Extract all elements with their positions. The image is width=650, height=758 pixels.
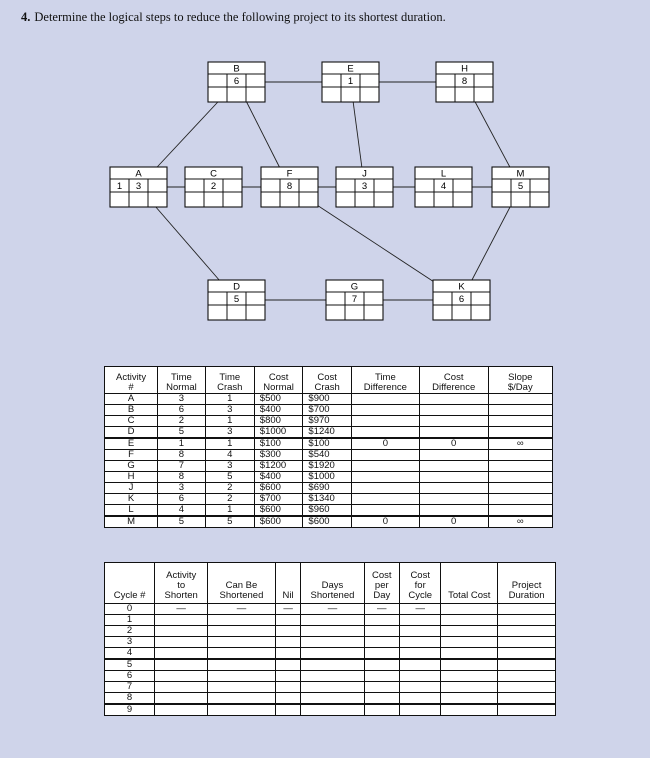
cycle-row	[105, 647, 556, 658]
activity-cell: $100	[303, 438, 352, 449]
activity-cell: 3	[205, 404, 254, 415]
cycle-cell	[208, 659, 276, 670]
node-label: J	[362, 168, 367, 180]
activity-row	[105, 460, 553, 471]
activity-cell	[488, 449, 552, 460]
activity-cell	[419, 394, 488, 405]
activity-cell: H	[105, 471, 158, 482]
cycle-cell: 9	[105, 704, 155, 715]
cycle-cell	[155, 692, 208, 703]
cycle-cell	[498, 704, 556, 715]
activity-cell: $800	[254, 415, 303, 426]
cycle-cell	[400, 659, 441, 670]
node-duration: 4	[440, 181, 447, 192]
activity-cell: C	[105, 415, 158, 426]
activity-cell: 4	[205, 449, 254, 460]
question-number: 4.	[21, 10, 31, 24]
cycle-cell	[301, 614, 364, 625]
cycle-cell	[155, 670, 208, 681]
node-H	[436, 62, 493, 102]
cycle-cell	[155, 625, 208, 636]
activity-cell	[351, 482, 419, 493]
activity-cell	[351, 493, 419, 504]
node-duration: 3	[361, 181, 368, 192]
cycle-cell	[275, 704, 301, 715]
activity-cell: $1920	[303, 460, 352, 471]
activity-row	[105, 394, 553, 405]
cycle-cell	[400, 614, 441, 625]
cycle-cell	[275, 670, 301, 681]
cycle-cell	[441, 647, 498, 658]
cycle-cell	[441, 604, 498, 615]
node-duration: 2	[210, 181, 217, 192]
activity-cell: $600	[254, 482, 303, 493]
activity-cell: 8	[158, 449, 206, 460]
cycle-cell	[498, 692, 556, 703]
activity-cell: 0	[419, 438, 488, 449]
node-label: B	[233, 63, 240, 75]
node-G	[326, 280, 383, 320]
activity-cell	[488, 426, 552, 437]
cycle-cell	[275, 692, 301, 703]
activity-header-6: Cost Difference	[419, 367, 488, 394]
cycle-cell	[498, 614, 556, 625]
cycle-cell	[498, 670, 556, 681]
cycle-cell	[275, 614, 301, 625]
cycle-cell	[441, 692, 498, 703]
cycle-header-8: Project Duration	[498, 563, 556, 604]
cycle-header-0: Cycle #	[105, 563, 155, 604]
cycle-cell	[400, 670, 441, 681]
activity-cell: $1240	[303, 426, 352, 437]
cycle-cell: —	[155, 604, 208, 615]
cycle-cell	[275, 647, 301, 658]
cycle-row	[105, 670, 556, 681]
edge-B-F	[247, 102, 280, 167]
activity-cell: M	[105, 516, 158, 527]
edge-H-M	[475, 102, 510, 167]
cycle-cell: —	[400, 604, 441, 615]
activity-cell: 4	[158, 504, 206, 515]
activity-cell	[351, 460, 419, 471]
activity-cell: $500	[254, 394, 303, 405]
cycle-cell	[155, 614, 208, 625]
node-K	[433, 280, 490, 320]
activity-cell	[419, 426, 488, 437]
activity-header-1: Time Normal	[158, 367, 206, 394]
activity-cell	[351, 504, 419, 515]
activity-cell: $600	[254, 516, 303, 527]
cycle-row	[105, 614, 556, 625]
activity-cell: 2	[205, 482, 254, 493]
cycle-cell	[364, 625, 400, 636]
activity-cell: 1	[205, 415, 254, 426]
activity-row	[105, 493, 553, 504]
cycle-cell	[301, 636, 364, 647]
cycle-cell	[301, 625, 364, 636]
cycle-cell	[364, 670, 400, 681]
cycle-cell	[400, 636, 441, 647]
cycle-cell: 0	[105, 604, 155, 615]
activity-cell	[419, 415, 488, 426]
cycle-header-6: Cost for Cycle	[400, 563, 441, 604]
activity-cell	[419, 471, 488, 482]
cycle-cell	[301, 692, 364, 703]
cycle-cell: —	[301, 604, 364, 615]
node-B	[208, 62, 265, 102]
cycle-cell	[498, 625, 556, 636]
activity-cell: 0	[419, 516, 488, 527]
activity-cell: 6	[158, 404, 206, 415]
cycle-cell: 8	[105, 692, 155, 703]
activity-cell	[351, 415, 419, 426]
node-label: L	[440, 168, 447, 180]
activity-row	[105, 449, 553, 460]
activity-row	[105, 438, 553, 449]
cycle-cell: 1	[105, 614, 155, 625]
node-label: E	[347, 63, 354, 75]
cycle-cell	[275, 625, 301, 636]
cycle-cell	[498, 681, 556, 692]
activity-cell: ∞	[488, 516, 552, 527]
activity-cell	[488, 471, 552, 482]
activity-cell: $900	[303, 394, 352, 405]
cycle-header-7: Total Cost	[441, 563, 498, 604]
cycle-row	[105, 704, 556, 715]
activity-cell	[419, 493, 488, 504]
cycle-cell	[301, 659, 364, 670]
network-diagram	[0, 0, 650, 340]
cycle-cell	[208, 670, 276, 681]
activity-cell: $100	[254, 438, 303, 449]
activity-row	[105, 471, 553, 482]
activity-cell: 0	[351, 438, 419, 449]
activity-cell: B	[105, 404, 158, 415]
cycle-cell	[155, 704, 208, 715]
cycle-cell	[400, 647, 441, 658]
cycle-row	[105, 692, 556, 703]
activity-cell: $540	[303, 449, 352, 460]
activity-cell: 1	[205, 438, 254, 449]
cycle-cell: —	[364, 604, 400, 615]
activity-cell: G	[105, 460, 158, 471]
activity-cell: $400	[254, 471, 303, 482]
activity-header-4: Cost Crash	[303, 367, 352, 394]
cycle-cell: 6	[105, 670, 155, 681]
cycle-cell	[441, 670, 498, 681]
cycle-cell	[155, 681, 208, 692]
node-F	[261, 167, 318, 207]
cycle-cell	[400, 704, 441, 715]
edge-E-J	[353, 102, 362, 167]
cycle-cell	[208, 636, 276, 647]
cycle-cell	[208, 681, 276, 692]
cycle-header-5: Cost per Day	[364, 563, 400, 604]
cycle-cell	[364, 681, 400, 692]
node-A	[110, 167, 167, 207]
activity-row	[105, 426, 553, 437]
activity-cell: 2	[205, 493, 254, 504]
cycle-cell	[208, 647, 276, 658]
activity-cell: $1340	[303, 493, 352, 504]
activity-cell: 3	[205, 460, 254, 471]
edge-F-K	[318, 206, 433, 282]
activity-cell	[488, 504, 552, 515]
node-label: D	[233, 281, 240, 293]
activity-cell: $600	[254, 504, 303, 515]
activity-cell: ∞	[488, 438, 552, 449]
activity-cell	[488, 482, 552, 493]
activity-cell: $400	[254, 404, 303, 415]
cycle-cell	[400, 625, 441, 636]
activity-cell	[488, 404, 552, 415]
activity-cell: $300	[254, 449, 303, 460]
node-duration: 1	[347, 76, 354, 87]
cycle-table	[104, 562, 556, 716]
cycle-cell	[400, 692, 441, 703]
question-prompt: Determine the logical steps to reduce the following project to its shortest duration.	[34, 10, 446, 24]
edge-A-B	[157, 102, 218, 167]
activity-cell	[488, 493, 552, 504]
node-label: A	[135, 168, 142, 180]
cycle-cell	[364, 647, 400, 658]
node-J	[336, 167, 393, 207]
activity-cell: $960	[303, 504, 352, 515]
activity-cell	[351, 404, 419, 415]
cycle-row	[105, 659, 556, 670]
node-duration: 6	[233, 76, 240, 87]
cycle-cell	[208, 704, 276, 715]
activity-row	[105, 404, 553, 415]
activity-table	[104, 366, 553, 528]
node-duration: 5	[517, 181, 524, 192]
cycle-row	[105, 625, 556, 636]
activity-header-2: Time Crash	[205, 367, 254, 394]
activity-cell	[351, 449, 419, 460]
node-duration: 6	[458, 294, 465, 305]
cycle-cell	[441, 704, 498, 715]
cycle-cell	[301, 670, 364, 681]
activity-cell: J	[105, 482, 158, 493]
node-label: H	[461, 63, 468, 75]
cycle-cell	[364, 636, 400, 647]
activity-cell	[351, 471, 419, 482]
activity-header-7: Slope $/Day	[488, 367, 552, 394]
cycle-cell	[498, 604, 556, 615]
cycle-cell	[208, 614, 276, 625]
activity-cell	[488, 415, 552, 426]
cycle-header-2: Can Be Shortened	[208, 563, 276, 604]
node-D	[208, 280, 265, 320]
cycle-cell	[441, 636, 498, 647]
activity-cell: 1	[158, 438, 206, 449]
activity-cell: 2	[158, 415, 206, 426]
cycle-cell	[364, 692, 400, 703]
node-E	[322, 62, 379, 102]
activity-cell: $970	[303, 415, 352, 426]
activity-row	[105, 516, 553, 527]
cycle-cell: —	[275, 604, 301, 615]
node-duration: 5	[233, 294, 240, 305]
activity-cell: E	[105, 438, 158, 449]
node-duration: 7	[351, 294, 358, 305]
node-M	[492, 167, 549, 207]
node-label: K	[458, 281, 465, 293]
cycle-header-1: Activity to Shorten	[155, 563, 208, 604]
activity-cell: $700	[303, 404, 352, 415]
activity-cell: 6	[158, 493, 206, 504]
activity-cell: 7	[158, 460, 206, 471]
cycle-cell: 5	[105, 659, 155, 670]
cycle-cell	[208, 625, 276, 636]
node-label: C	[210, 168, 217, 180]
node-duration: 8	[461, 76, 468, 87]
cycle-cell	[441, 614, 498, 625]
activity-cell: A	[105, 394, 158, 405]
activity-cell: 5	[205, 516, 254, 527]
activity-cell: 5	[158, 516, 206, 527]
cycle-cell	[275, 636, 301, 647]
activity-cell: $1000	[303, 471, 352, 482]
activity-cell: 1	[205, 504, 254, 515]
activity-cell	[419, 460, 488, 471]
activity-header-3: Cost Normal	[254, 367, 303, 394]
cycle-cell	[441, 681, 498, 692]
cycle-cell	[155, 659, 208, 670]
node-label: F	[286, 168, 293, 180]
cycle-row	[105, 604, 556, 615]
activity-cell: 8	[158, 471, 206, 482]
cycle-cell	[301, 704, 364, 715]
activity-row	[105, 482, 553, 493]
activity-cell: K	[105, 493, 158, 504]
activity-cell: 5	[158, 426, 206, 437]
cycle-cell	[208, 692, 276, 703]
activity-cell: F	[105, 449, 158, 460]
cycle-cell	[301, 647, 364, 658]
activity-cell: 3	[158, 482, 206, 493]
cycle-cell	[275, 681, 301, 692]
activity-row	[105, 504, 553, 515]
activity-cell: L	[105, 504, 158, 515]
activity-cell: $1000	[254, 426, 303, 437]
node-L	[415, 167, 472, 207]
cycle-row	[105, 681, 556, 692]
cycle-header-3: Nil	[275, 563, 301, 604]
activity-cell	[419, 404, 488, 415]
cycle-row	[105, 636, 556, 647]
activity-cell	[351, 394, 419, 405]
node-label: M	[516, 168, 525, 180]
cycle-cell	[441, 625, 498, 636]
cycle-cell	[155, 636, 208, 647]
activity-header-0: Activity #	[105, 367, 158, 394]
node-label: G	[350, 281, 359, 293]
activity-header-5: Time Difference	[351, 367, 419, 394]
node-early-start: 1	[116, 181, 123, 192]
activity-cell: 5	[205, 471, 254, 482]
activity-cell	[419, 504, 488, 515]
activity-cell: 0	[351, 516, 419, 527]
cycle-cell: 4	[105, 647, 155, 658]
activity-cell	[419, 449, 488, 460]
cycle-cell: 3	[105, 636, 155, 647]
cycle-cell	[498, 659, 556, 670]
node-C	[185, 167, 242, 207]
cycle-cell	[364, 614, 400, 625]
activity-cell: 1	[205, 394, 254, 405]
activity-cell	[488, 394, 552, 405]
activity-cell: D	[105, 426, 158, 437]
node-duration: 3	[135, 181, 142, 192]
cycle-cell: —	[208, 604, 276, 615]
edge-K-M	[472, 207, 510, 280]
edge-A-D	[156, 207, 219, 280]
cycle-cell: 2	[105, 625, 155, 636]
cycle-cell	[498, 636, 556, 647]
activity-cell	[419, 482, 488, 493]
cycle-cell	[275, 659, 301, 670]
activity-cell: $700	[254, 493, 303, 504]
activity-cell: $600	[303, 516, 352, 527]
activity-cell: $1200	[254, 460, 303, 471]
cycle-cell	[155, 647, 208, 658]
activity-row	[105, 415, 553, 426]
activity-cell: 3	[158, 394, 206, 405]
cycle-cell	[364, 659, 400, 670]
cycle-cell	[301, 681, 364, 692]
cycle-cell	[364, 704, 400, 715]
activity-cell	[351, 426, 419, 437]
cycle-cell	[441, 659, 498, 670]
activity-cell: 3	[205, 426, 254, 437]
activity-cell: $690	[303, 482, 352, 493]
cycle-cell	[400, 681, 441, 692]
cycle-cell	[498, 647, 556, 658]
activity-cell	[488, 460, 552, 471]
cycle-header-4: Days Shortened	[301, 563, 364, 604]
node-duration: 8	[286, 181, 293, 192]
cycle-cell: 7	[105, 681, 155, 692]
